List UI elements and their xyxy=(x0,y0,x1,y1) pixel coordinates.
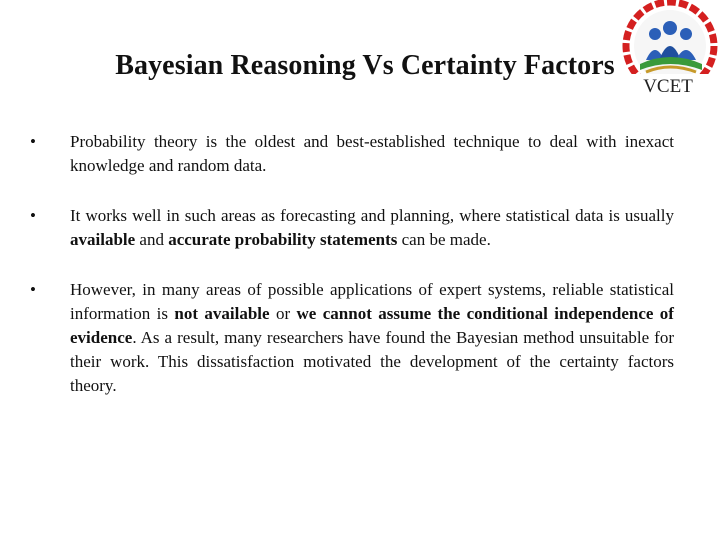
bullet-item xyxy=(30,130,674,178)
slide-title: Bayesian Reasoning Vs Certainty Factors xyxy=(115,50,615,81)
bullet-text: can be made. xyxy=(397,230,491,249)
bullet-text: . As a result, many researchers have found the Bayesian method unsuitable for their work. This dissatisfaction motivated the development of the certainty factors theory. xyxy=(70,328,674,395)
bullet-text: or xyxy=(269,304,297,323)
bullet-text: and xyxy=(135,230,169,249)
bullet-item xyxy=(30,204,674,252)
bullet-marker: • xyxy=(30,206,36,225)
bullet-item xyxy=(30,278,674,398)
bullet-marker: • xyxy=(30,280,36,299)
bullet-text: It works well in such areas as forecasting and planning, where statistical data is usually xyxy=(70,206,674,225)
bullet-text-bold: we cannot assume the conditional independence of evidence xyxy=(70,304,674,347)
bullet-text-bold: accurate probability statements xyxy=(168,230,398,249)
bullet-marker: • xyxy=(30,132,36,151)
logo-text: VCET xyxy=(643,76,693,97)
bullet-text-bold: available xyxy=(70,230,136,249)
bullet-list xyxy=(30,130,674,424)
bullet-text: Probability theory is the oldest and best-established technique to deal with inexact knowledge and random data. xyxy=(70,132,674,175)
bullet-text: However, in many areas of possible applications of expert systems, reliable statistical information is xyxy=(70,280,674,323)
vcet-logo xyxy=(616,0,720,100)
bullet-text-bold: not available xyxy=(174,304,270,323)
